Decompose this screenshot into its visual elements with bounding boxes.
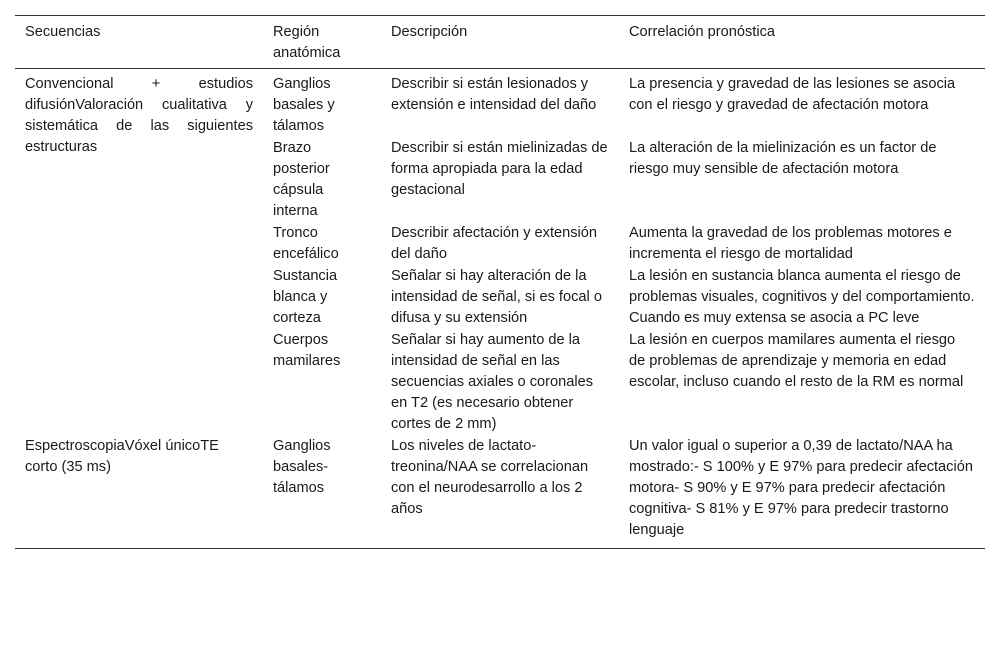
- secuencia-cell: EspectroscopiaVóxel únicoTE corto (35 ms): [25, 438, 219, 475]
- region-cell: Cuerpos mamilares: [273, 332, 341, 369]
- region-cell: Tronco encefálico: [273, 225, 339, 262]
- correlacion-cell: La lesión en sustancia blanca aumenta el riesgo de problemas visuales, cognitivos y del comportamiento. Cuando es muy extensa se asocia a PC leve: [629, 268, 975, 326]
- table-container: [15, 15, 985, 549]
- descripcion-cell: Señalar si hay aumento de la intensidad de señal en las secuencias axiales o coronales en T2 (es necesario obtener cortes de 2 mm): [391, 332, 593, 432]
- correlacion-cell: La presencia y gravedad de las lesiones se asocia con el riesgo y gravedad de afectación motora: [629, 76, 956, 113]
- correlacion-cell: Aumenta la gravedad de los problemas motores e incrementa el riesgo de mortalidad: [629, 225, 952, 262]
- header-row: [15, 16, 985, 69]
- secuencia-cell: Convencional + estudios difusiónValoración cualitativa y sistemática de las siguientes estructuras: [25, 76, 253, 155]
- region-cell: Brazo posterior cápsula interna: [273, 140, 330, 219]
- header-correlacion: Correlación pronóstica: [629, 24, 776, 40]
- correlacion-cell: La alteración de la mielinización es un factor de riesgo muy sensible de afectación motora: [629, 140, 937, 177]
- table-row: [15, 69, 985, 139]
- header-secuencias: Secuencias: [25, 24, 101, 40]
- region-cell: Ganglios basales y tálamos: [273, 76, 335, 134]
- correlacion-cell: Un valor igual o superior a 0,39 de lactato/NAA ha mostrado:- S 100% y E 97% para predecir afectación motora- S 90% y E 97% para predecir afectación cognitiva- S 81% y E 97% para predecir trastorno lenguaje: [629, 438, 973, 538]
- descripcion-cell: Describir si están mielinizadas de forma apropiada para la edad gestacional: [391, 140, 608, 198]
- header-region: Región anatómica: [273, 24, 341, 61]
- descripcion-cell: Señalar si hay alteración de la intensidad de señal, si es focal o difusa y su extensión: [391, 268, 602, 326]
- descripcion-cell: Describir afectación y extensión del daño: [391, 225, 598, 262]
- descripcion-cell: Describir si están lesionados y extensión e intensidad del daño: [391, 76, 597, 113]
- table-row: [15, 436, 985, 549]
- correlacion-cell: La lesión en cuerpos mamilares aumenta el riesgo de problemas de aprendizaje y memoria en edad escolar, incluso cuando el resto de la RM es normal: [629, 332, 964, 390]
- header-descripcion: Descripción: [391, 24, 468, 40]
- descripcion-cell: Los niveles de lactato-treonina/NAA se correlacionan con el neurodesarrollo a los 2 años: [391, 438, 589, 517]
- region-cell: Sustancia blanca y corteza: [273, 268, 338, 326]
- region-cell: Ganglios basales-tálamos: [273, 438, 331, 496]
- mri-table: [15, 15, 985, 549]
